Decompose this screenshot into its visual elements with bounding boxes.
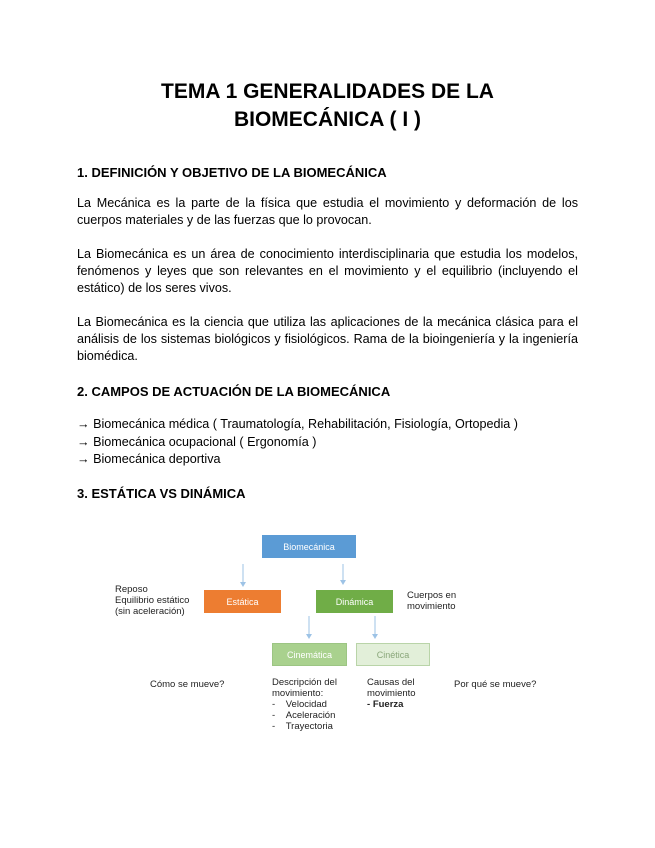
cinematica-question: Cómo se mueve? bbox=[150, 679, 225, 690]
arrowhead-dinamica bbox=[340, 580, 346, 585]
biomecanica-box: Biomecánica bbox=[262, 535, 356, 558]
estatica-note: Reposo Equilibrio estático (sin aceleración) bbox=[115, 584, 190, 617]
list-item: - Aceleración bbox=[272, 710, 336, 721]
dinamica-box: Dinámica bbox=[316, 590, 393, 613]
cinematica-box: Cinemática bbox=[272, 643, 347, 666]
arrowhead-cinetica bbox=[372, 634, 378, 639]
list-item: - Velocidad bbox=[272, 699, 327, 710]
list-item: → Biomecánica deportiva bbox=[77, 452, 221, 466]
section1-heading: 1. DEFINICIÓN Y OBJETIVO DE LA BIOMECÁNICA bbox=[77, 165, 387, 180]
section1-paragraph-3: La Biomecánica es la ciencia que utiliza las aplicaciones de la mecánica clásica para el análisis de los sistemas biológicos y fisiológicos. Rama de la bioingeniería y la ingeniería biomédica. bbox=[77, 315, 578, 363]
section2-heading: 2. CAMPOS DE ACTUACIÓN DE LA BIOMECÁNICA bbox=[77, 384, 391, 399]
cinetica-box: Cinética bbox=[356, 643, 430, 666]
list-item: → Biomecánica médica ( Traumatología, Rehabilitación, Fisiología, Ortopedia ) bbox=[77, 417, 518, 431]
list-item: - Trayectoria bbox=[272, 721, 333, 732]
title-line-1: TEMA 1 GENERALIDADES DE LA bbox=[161, 80, 494, 103]
title-line-2: BIOMECÁNICA ( I ) bbox=[233, 108, 422, 131]
cinetica-description: Causas del movimiento - Fuerza bbox=[367, 677, 416, 710]
section3-heading: 3. ESTÁTICA VS DINÁMICA bbox=[77, 486, 246, 501]
list-item: - Fuerza bbox=[367, 699, 404, 710]
list-item: → Biomecánica ocupacional ( Ergonomía ) bbox=[77, 434, 317, 449]
section2-list bbox=[77, 416, 518, 469]
cinetica-question: Por qué se mueve? bbox=[454, 679, 537, 690]
arrowhead-cinematica bbox=[306, 634, 312, 639]
section1-paragraph-2: La Biomecánica es un área de conocimiento interdisciplinaria que estudia los modelos, fenómenos y leyes que son relevantes en el movimiento y el equilibrio (incluyendo el estático) de los seres vivos. bbox=[77, 247, 578, 295]
cinematica-description: Descripción del movimiento: - Velocidad - Aceleración - Trayectoria bbox=[272, 677, 337, 732]
section1-paragraph-1: La Mecánica es la parte de la física que estudia el movimiento y deformación de los cuerpos materiales y de las fuerzas que lo provocan. bbox=[77, 196, 578, 227]
estatica-box: Estática bbox=[204, 590, 281, 613]
document-title bbox=[0, 78, 655, 134]
dinamica-note: Cuerpos en movimiento bbox=[407, 590, 457, 612]
arrowhead-estatica bbox=[240, 582, 246, 587]
